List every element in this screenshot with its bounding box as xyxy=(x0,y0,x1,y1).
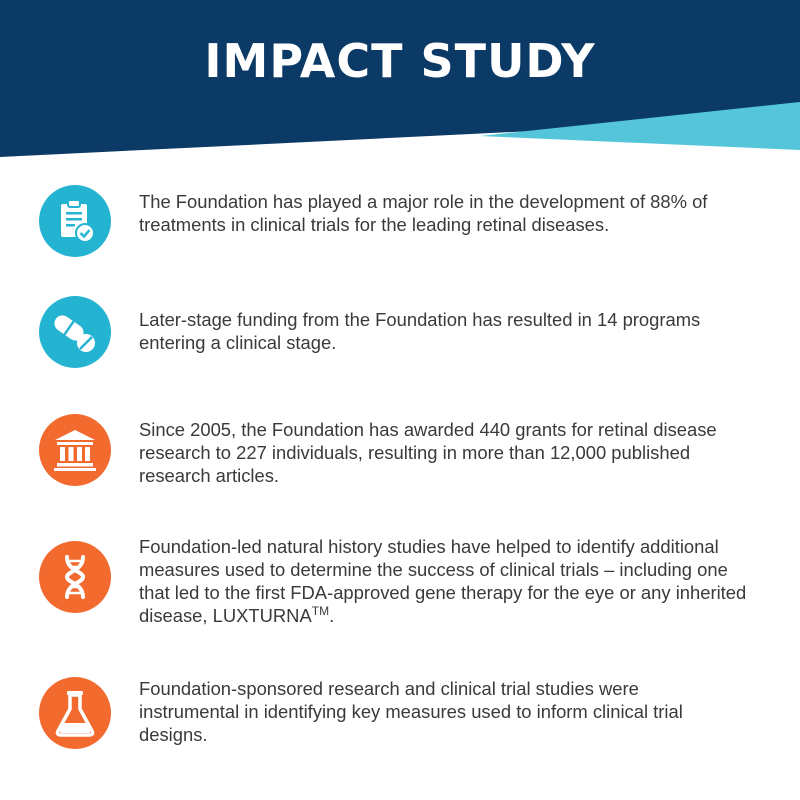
text-line: entering a clinical stage. xyxy=(139,332,337,353)
text-line: that led to the first FDA-approved gene therapy for the eye or any inherited xyxy=(139,582,747,603)
impact-item-funding xyxy=(0,295,800,385)
impact-item-natural-history xyxy=(0,535,800,625)
product-name: disease, LUXTURNA xyxy=(139,605,312,626)
text-line: Foundation-sponsored research and clinical trial studies were xyxy=(139,678,639,699)
text-line: treatments in clinical trials for the leading retinal diseases. xyxy=(139,214,610,235)
impact-item-text xyxy=(139,308,779,354)
text-line: research to 227 individuals, resulting in more than 12,000 published xyxy=(139,442,691,463)
text-line: Since 2005, the Foundation has awarded 440 grants for retinal disease xyxy=(139,419,717,440)
text-line: instrumental in identifying key measures used to inform clinical trial xyxy=(139,701,683,722)
impact-item-grants xyxy=(0,418,800,508)
text-line: designs. xyxy=(139,724,208,745)
trademark-mark: TM xyxy=(311,603,330,618)
dna-icon xyxy=(39,541,111,613)
clipboard-check-icon xyxy=(39,185,111,257)
text-line: The Foundation has played a major role in the development of 88% of xyxy=(139,191,708,212)
header-banner xyxy=(0,0,800,160)
impact-item-development xyxy=(0,175,800,265)
text-line xyxy=(139,604,789,627)
impact-item-text xyxy=(139,677,779,746)
trailing-period: . xyxy=(329,605,335,626)
text-line: measures used to determine the success of clinical trials – including one xyxy=(139,559,728,580)
impact-item-sponsored-research xyxy=(0,677,800,767)
pills-icon xyxy=(39,296,111,368)
page-title: IMPACT STUDY xyxy=(204,34,596,88)
institution-icon xyxy=(39,414,111,486)
impact-item-text xyxy=(139,190,779,236)
impact-item-text xyxy=(139,535,789,627)
flask-icon xyxy=(39,677,111,749)
text-line: Foundation-led natural history studies have helped to identify additional xyxy=(139,536,719,557)
text-line: Later-stage funding from the Foundation has resulted in 14 programs xyxy=(139,309,701,330)
impact-item-text xyxy=(139,418,779,487)
text-line: research articles. xyxy=(139,465,280,486)
